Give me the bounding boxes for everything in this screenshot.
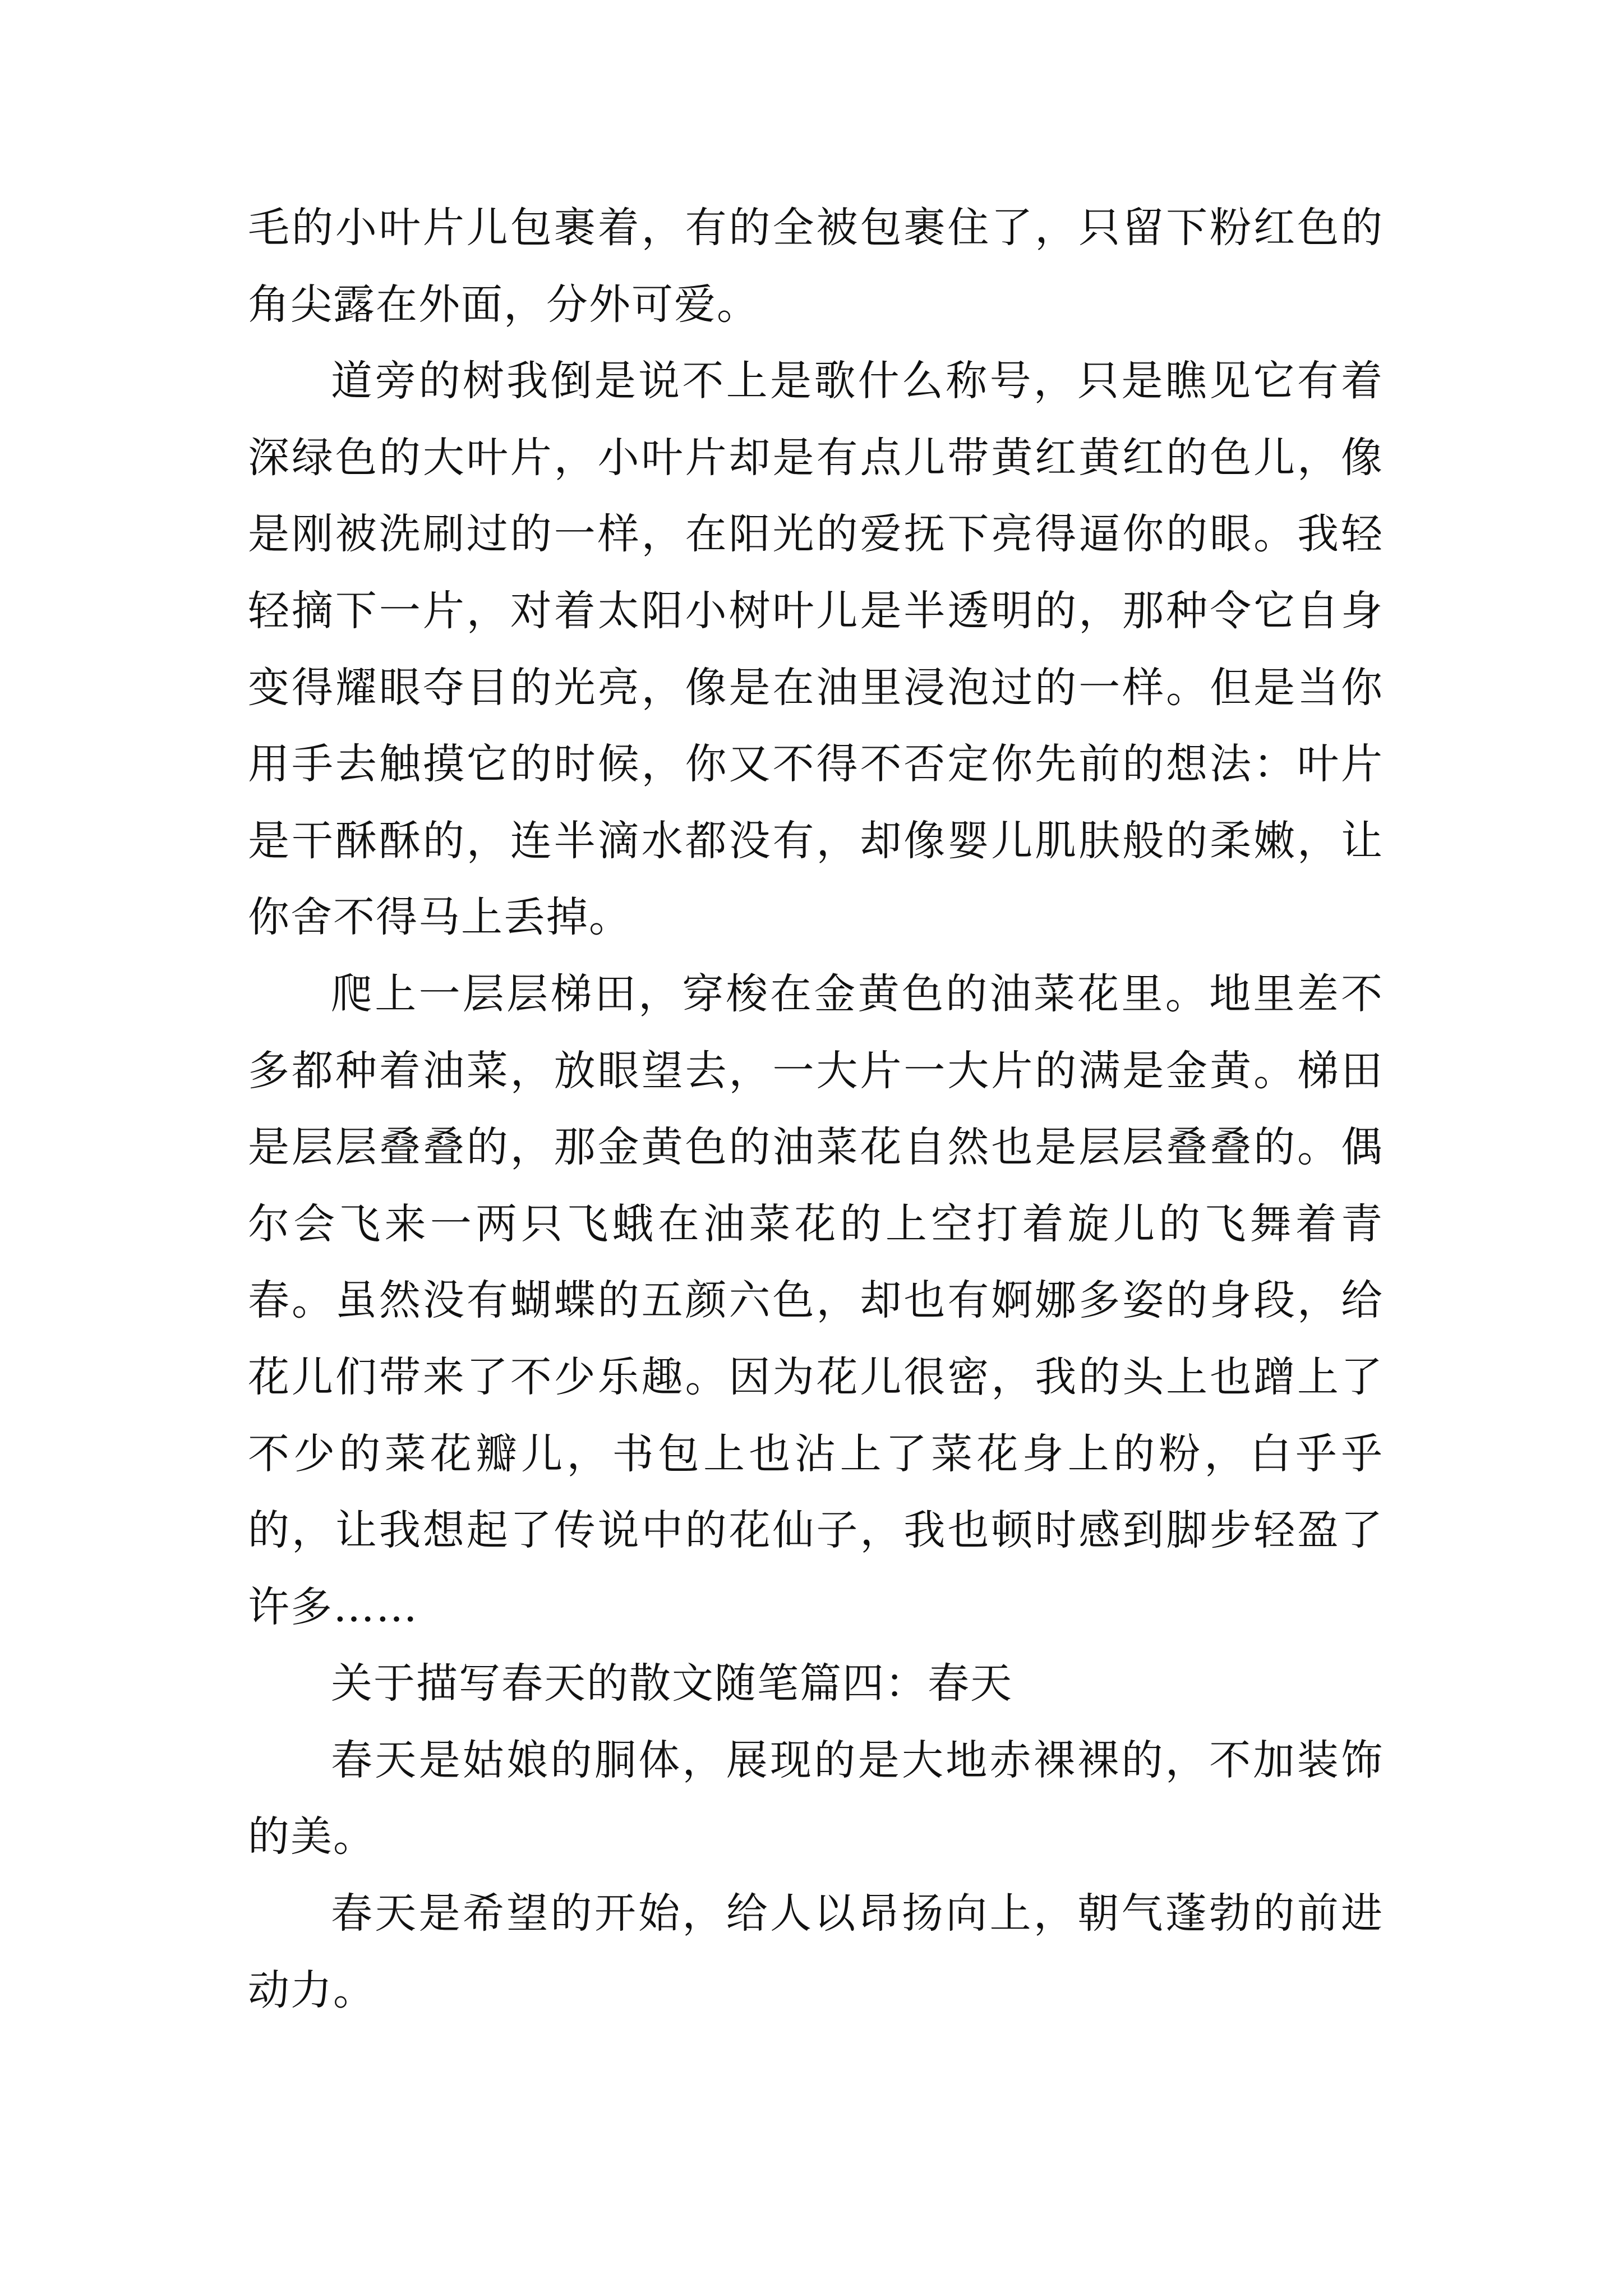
paragraph-roadside-trees: 道旁的树我倒是说不上是歌什么称号，只是瞧见它有着深绿色的大叶片，小叶片却是有点儿带黄红黄红的色儿，像是刚被洗刷过的一样，在阳光的爱抚下亮得逼你的眼。我轻轻摘下一片，对着太阳小树叶儿是半透明的，那种令它自身变得耀眼夺目的光亮，像是在油里浸泡过的一样。但是当你用手去触摸它的时候，你又不得不否定你先前的想法：叶片是干酥酥的，连半滴水都没有，却像婴儿肌肤般的柔嫩，让你舍不得马上丢掉。 [248,357,1384,942]
paragraph-spring-hope: 春天是希望的开始，给人以昂扬向上，朝气蓬勃的前进动力。 [248,1889,1384,2014]
paragraph-spring-beauty: 春天是姑娘的胴体，展现的是大地赤裸裸的，不加装饰的美。 [248,1736,1384,1861]
paragraph-rapeseed-terraces: 爬上一层层梯田，穿梭在金黄色的油菜花里。地里差不多都种着油菜，放眼望去，一大片一大片的满是金黄。梯田是层层叠叠的，那金黄色的油菜花自然也是层层叠叠的。偶尔会飞来一两只飞蛾在油菜花的上空打着旋儿的飞舞着青春。虽然没有蝴蝶的五颜六色，却也有婀娜多姿的身段，给花儿们带来了不少乐趣。因为花儿很密，我的头上也蹭上了不少的菜花瓣儿，书包上也沾上了菜花身上的粉，白乎乎的，让我想起了传说中的花仙子，我也顿时感到脚步轻盈了许多…… [248,969,1384,1631]
paragraph-continuation: 毛的小叶片儿包裹着，有的全被包裹住了，只留下粉红色的角尖露在外面，分外可爱。 [248,204,1384,329]
body-text [248,190,1384,2028]
section-heading: 关于描写春天的散文随笔篇四：春天 [331,1659,1013,1708]
